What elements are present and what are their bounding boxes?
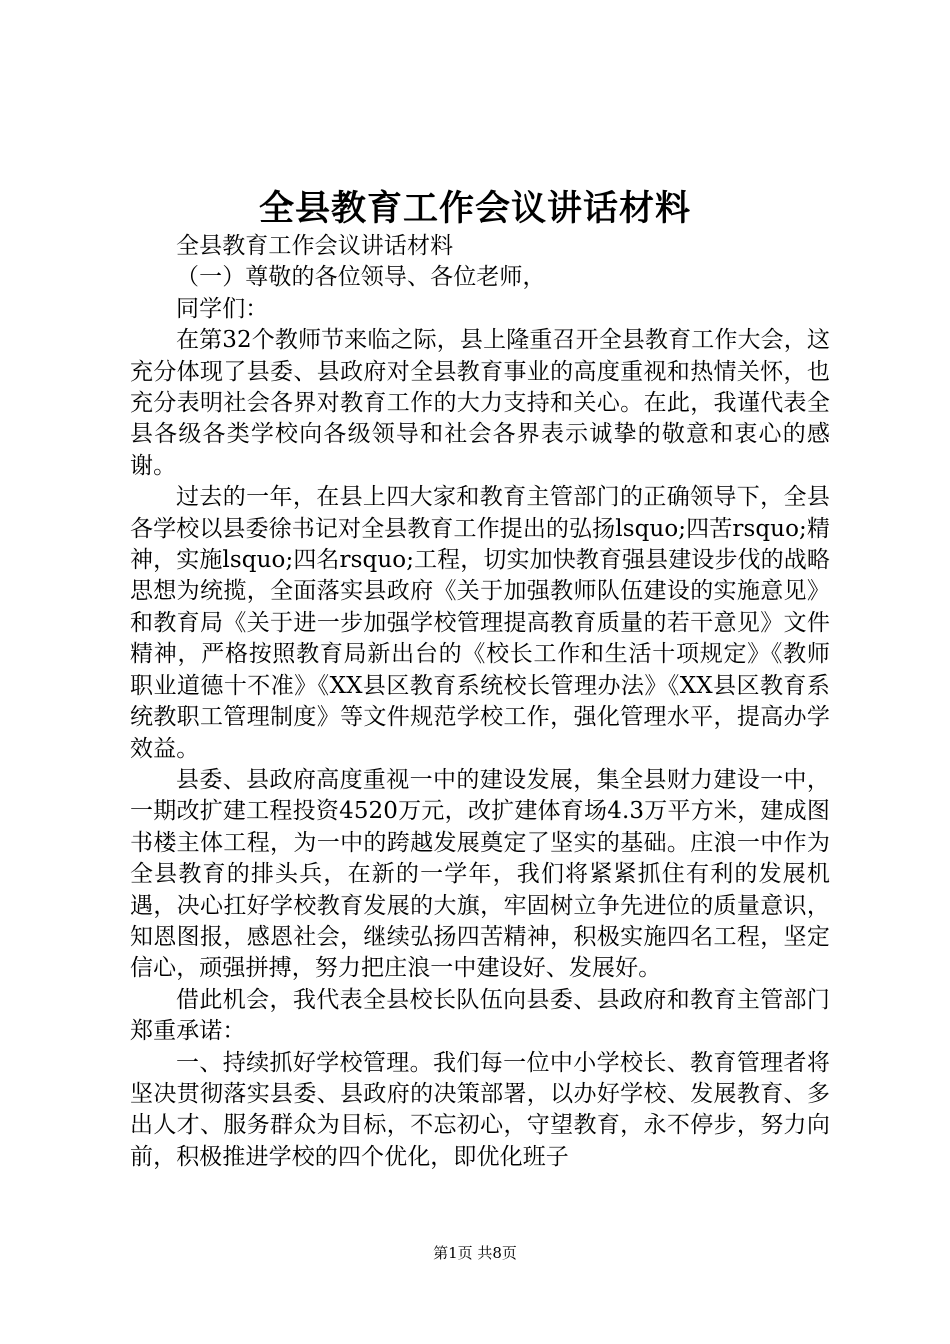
paragraph-subtitle: 全县教育工作会议讲话材料 (176, 233, 454, 259)
paragraph-opening: 在第32个教师节来临之际，县上隆重召开全县教育工作大会，这充分体现了县委、县政府对全县教育事业的高度重视和热情关怀，也充分表明社会各界对教育工作的大力支持和关心。在此，我谨代表全县各级各类学校向各级领导和社会各界表示诚挚的敬意和衷心的感谢。 (130, 327, 830, 479)
paragraph-salutation: （一）尊敬的各位领导、各位老师， (176, 264, 546, 291)
paragraph-pledge-one: 一、持续抓好学校管理。我们每一位中小学校长、教育管理者将坚决贯彻落实县委、县政府的决策部署，以办好学校、发展教育、多出人才、服务群众为目标，不忘初心，守望教育，永不停步，努力向前，积极推进学校的四个优化，即优化班子 (130, 1049, 830, 1170)
page-number: 第1页 共8页 (433, 1244, 517, 1262)
paragraph-salutation-students: 同学们： (176, 295, 269, 322)
paragraph-school-development: 县委、县政府高度重视一中的建设发展，集全县财力建设一中，一期改扩建工程投资4520万元，改扩建体育场4.3万平方米，建成图书楼主体工程，为一中的跨越发展奠定了坚实的基础。庄浪一中作为全县教育的排头兵，在新的一学年，我们将紧紧抓住有利的发展机遇，决心扛好学校教育发展的大旗，牢固树立争先进位的质量意识，知恩图报，感恩社会，继续弘扬四苦精神，积极实施四名工程，坚定信心，顽强拼搏，努力把庄浪一中建设好、发展好。 (130, 766, 830, 982)
document-body (130, 231, 830, 1173)
paragraph-pledge-intro: 借此机会，我代表全县校长队伍向县委、县政府和教育主管部门郑重承诺： (130, 986, 830, 1045)
paragraph-past-year: 过去的一年，在县上四大家和教育主管部门的正确领导下，全县各学校以县委徐书记对全县教育工作提出的弘扬lsquo;四苦rsquo;精神，实施lsquo;四名rsquo;工程，切实加快教育强县建设步伐的战略思想为统揽，全面落实县政府《关于加强教师队伍建设的实施意见》和教育局《关于进一步加强学校管理提高教育质量的若干意见》文件精神，严格按照教育局新出台的《校长工作和生活十项规定》《教师职业道德十不准》《XX县区教育系统校长管理办法》《XX县区教育系统教职工管理制度》等文件规范学校工作，强化管理水平，提高办学效益。 (130, 484, 830, 762)
document-title: 全县教育工作会议讲话材料 (258, 189, 691, 229)
